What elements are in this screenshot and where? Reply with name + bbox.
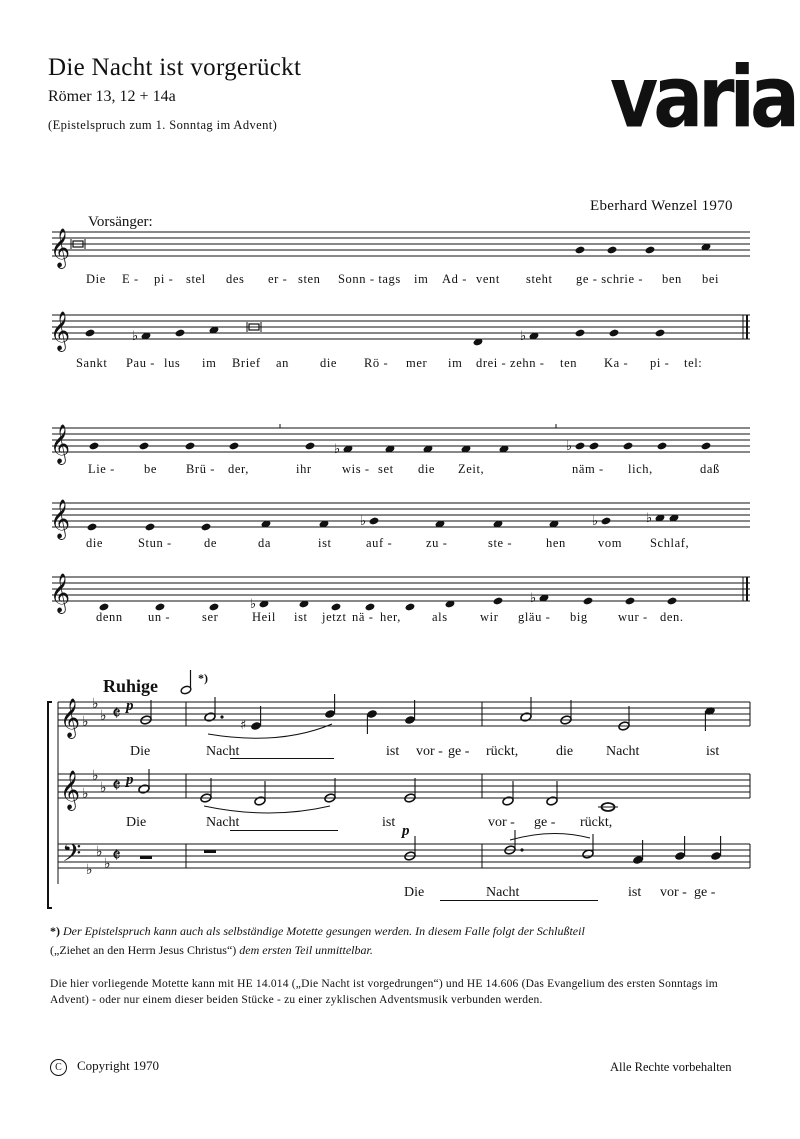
rights-reserved: Alle Rechte vorbehalten (610, 1060, 732, 1074)
motet-system (0, 640, 800, 910)
syllable: E - (122, 272, 139, 286)
note-head (405, 603, 416, 612)
system-bracket (48, 702, 52, 908)
syllable: steht (526, 272, 553, 286)
treble-clef-icon: 𝄞 (50, 573, 71, 613)
syllable: Nacht (206, 815, 240, 830)
syllable: Lie - (88, 462, 115, 476)
syllable: Sankt (76, 356, 108, 370)
syllable: sten (298, 272, 321, 286)
key-flat-icon: ♭ (104, 856, 111, 872)
syllable: ben (662, 272, 682, 286)
syllable: er - (268, 272, 288, 286)
lyric-extender (230, 830, 338, 831)
syllable: Schlaf, (650, 536, 690, 550)
note-head (185, 442, 196, 451)
syllable: ge - (694, 885, 716, 900)
usage-remark: Die hier vorliegende Motette kann mit HE 14.014 („Die Nacht ist vorgedrungen“) und HE 14.606 (Das Evangelium des ersten Sonntags im Advent) - oder nur einem dieser beiden Stücke - zu einer zyklischen Adventsmusik verbunden werden. (50, 978, 718, 1006)
syllable: bei (702, 272, 720, 286)
syllable: ist (386, 744, 400, 759)
note-head (89, 442, 100, 451)
flat-icon: ♭ (132, 329, 139, 344)
flat-icon: ♭ (646, 511, 653, 526)
syllable: Heil (252, 610, 276, 624)
note-head (85, 329, 96, 338)
note-head (175, 329, 186, 338)
half-note (520, 712, 532, 722)
flat-icon: ♭ (520, 329, 527, 344)
time-signature-icon: 𝄵 (112, 843, 121, 867)
syllable: her, (380, 610, 401, 624)
syllable: Pau - (126, 356, 156, 370)
syllable: Die (126, 815, 147, 830)
lyric-extender (230, 758, 334, 759)
flat-icon: ♭ (334, 442, 341, 457)
syllable: Ad - (442, 272, 467, 286)
slur (204, 806, 330, 813)
half-note (502, 796, 514, 806)
sharp-icon: ♯ (240, 718, 247, 733)
note-head (607, 246, 618, 255)
syllable: set (378, 462, 394, 476)
flat-icon: ♭ (250, 597, 257, 612)
note-head (583, 597, 594, 606)
syllable: lich, (628, 462, 653, 476)
syllable: die (86, 536, 104, 550)
copyright-text: Copyright 1970 (77, 1058, 159, 1073)
half-note (254, 796, 266, 806)
note-head (575, 246, 586, 255)
note-head (201, 523, 212, 532)
syllable: ist (318, 536, 332, 550)
syllable: Brief (232, 356, 261, 370)
syllable: vor - (488, 815, 515, 830)
syllable: un - (148, 610, 171, 624)
page-title: Die Nacht ist vorgerückt (48, 54, 302, 81)
syllable: im (202, 356, 217, 370)
half-note (546, 796, 558, 806)
footnote-marker: *) (50, 924, 60, 938)
half-note (138, 784, 150, 794)
flat-icon: ♭ (592, 514, 599, 529)
dynamic-mark: p (126, 698, 134, 714)
time-signature-icon: 𝄵 (112, 701, 121, 725)
syllable: daß (700, 462, 720, 476)
note-head (575, 442, 586, 451)
note-head (623, 442, 634, 451)
flat-icon: ♭ (566, 439, 573, 454)
note-head (369, 517, 380, 526)
syllable: Nacht (206, 744, 240, 759)
syllable: Sonn - tags (338, 272, 401, 286)
syllable: vent (476, 272, 500, 286)
note-head (305, 442, 316, 451)
note-head (87, 523, 98, 532)
syllable: ste - (488, 536, 513, 550)
note-head (667, 597, 678, 606)
copyright (50, 1058, 159, 1076)
slur (510, 833, 590, 840)
tempo-footnote-mark: *) (198, 671, 208, 685)
syllable: an (276, 356, 289, 370)
syllable: vor - (416, 744, 443, 759)
note-head (609, 329, 620, 338)
copyright-icon: C (50, 1059, 67, 1076)
syllable: auf - (366, 536, 393, 550)
key-flat-icon: ♭ (100, 708, 107, 724)
syllable: zu - (426, 536, 448, 550)
syllable: pi - (650, 356, 670, 370)
syllable: näm - (572, 462, 604, 476)
note-head (657, 442, 668, 451)
syllable: wir (480, 610, 499, 624)
note-head (655, 329, 666, 338)
syllable: vor - (660, 885, 687, 900)
key-flat-icon: ♭ (96, 844, 103, 860)
key-flat-icon: ♭ (82, 786, 89, 802)
syllable: be (144, 462, 157, 476)
flat-icon: ♭ (530, 591, 537, 606)
syllable: Nacht (606, 744, 640, 759)
syllable: de (204, 536, 217, 550)
footnote-line2: dem ersten Teil unmittelbar. (239, 943, 373, 957)
syllable: Rö - (364, 356, 389, 370)
treble-clef-icon: 𝄞 (50, 311, 71, 351)
dot (220, 715, 223, 718)
syllable: jetzt (322, 610, 347, 624)
syllable: ten (560, 356, 578, 370)
note-head (145, 523, 156, 532)
syllable: Die (130, 744, 151, 759)
syllable: ge - (534, 815, 556, 830)
note-head (139, 442, 150, 451)
bass-clef-icon: 𝄢 (62, 839, 82, 874)
half-note (204, 712, 216, 722)
syllable: als (432, 610, 448, 624)
treble-clef-icon: 𝄞 (60, 698, 81, 738)
syllable: ist (294, 610, 308, 624)
syllable: Stun - (138, 536, 172, 550)
footnote-line1: Der Epistelspruch kann auch als selbständige Motette gesungen werden. In diesem Falle folgt der Schlußteil (63, 924, 585, 938)
composer-credit: Eberhard Wenzel 1970 (590, 198, 733, 214)
syllable: ge - (448, 744, 470, 759)
treble-clef-icon: 𝄞 (50, 499, 71, 539)
note-head (601, 517, 612, 526)
key-flat-icon: ♭ (82, 714, 89, 730)
tempo-text: Ruhige (103, 676, 159, 696)
dynamic-mark: p (126, 772, 134, 788)
syllable: Zeit, (458, 462, 485, 476)
syllable: die (320, 356, 338, 370)
treble-clef-icon: 𝄞 (50, 228, 71, 268)
note-head (701, 442, 712, 451)
syllable: big (570, 610, 588, 624)
note-head (645, 246, 656, 255)
syllable: der, (228, 462, 249, 476)
syllable: die (556, 744, 574, 759)
syllable: gläu - (518, 610, 551, 624)
syllable: ist (706, 744, 720, 759)
syllable: vom (598, 536, 623, 550)
note-head (589, 442, 600, 451)
treble-clef-icon: 𝄞 (60, 770, 81, 810)
syllable: Brü - (186, 462, 216, 476)
note-head (493, 597, 504, 606)
key-flat-icon: ♭ (92, 696, 99, 712)
syllable: im (414, 272, 429, 286)
half-rest (140, 856, 152, 859)
syllable: im (448, 356, 463, 370)
key-flat-icon: ♭ (92, 768, 99, 784)
flat-icon: ♭ (360, 514, 367, 529)
syllable: ist (628, 885, 642, 900)
syllable: rückt, (580, 815, 613, 830)
syllable: wis - (342, 462, 370, 476)
note-head (229, 442, 240, 451)
syllable: lus (164, 356, 181, 370)
syllable: mer (406, 356, 428, 370)
whole-rest (204, 850, 216, 853)
syllable: wur - (618, 610, 648, 624)
key-flat-icon: ♭ (86, 862, 93, 878)
syllable: Nacht (486, 885, 520, 900)
syllable: hen (546, 536, 566, 550)
syllable: ser (202, 610, 219, 624)
syllable: da (258, 536, 271, 550)
syllable: Die (404, 885, 425, 900)
syllable: ge - schrie - (576, 272, 644, 286)
syllable: denn (96, 610, 123, 624)
dynamic-mark: p (402, 823, 410, 839)
syllable: des (226, 272, 245, 286)
occasion-note: (Epistelspruch zum 1. Sonntag im Advent) (48, 118, 278, 132)
syllable: pi - (154, 272, 174, 286)
syllable: nä - (352, 610, 374, 624)
syllable: Ka - (604, 356, 629, 370)
syllable: die (418, 462, 436, 476)
note-head (625, 597, 636, 606)
syllable: stel (186, 272, 206, 286)
syllable: ist (382, 815, 396, 830)
syllable: rückt, (486, 744, 519, 759)
lyric-extender (440, 900, 598, 901)
time-signature-icon: 𝄵 (112, 773, 121, 797)
scripture-reference: Römer 13, 12 + 14a (48, 88, 176, 105)
syllable: tel: (684, 356, 703, 370)
treble-clef-icon: 𝄞 (50, 424, 71, 464)
dot (520, 848, 523, 851)
cantor-label: Vorsänger: (88, 214, 153, 230)
footnote (50, 922, 750, 960)
note-head (575, 329, 586, 338)
syllable: den. (660, 610, 684, 624)
key-flat-icon: ♭ (100, 780, 107, 796)
syllable: ihr (296, 462, 312, 476)
syllable: Die (86, 272, 106, 286)
syllable: drei - zehn - (476, 356, 545, 370)
footnote-quote: („Ziehet an den Herrn Jesus Christus“) (50, 943, 237, 957)
publisher-logo-text: varia (610, 47, 795, 147)
